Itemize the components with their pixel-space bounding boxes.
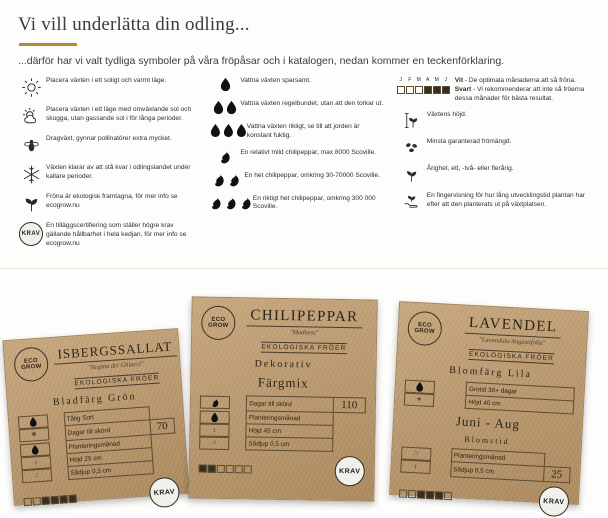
packet-latin-name: "Regina dei Ghiacci" [87, 360, 144, 372]
month-black-label: Svart [454, 85, 472, 93]
month-cell [235, 465, 243, 473]
legend-text: Placera växten i ett soligt och varmt läge. [46, 77, 167, 84]
seed-packets-group [0, 272, 608, 506]
legend-item-organic [16, 192, 198, 214]
month-cell [442, 86, 450, 94]
packet-name-block [241, 306, 368, 355]
legend-text: Placera växten i ett läge med omväxlande sol och skugga, utan gassande sol i för långa perioder. [46, 106, 192, 122]
legend-text: En fingervisning för hur lång utvecklingstid plantan har efter att den planterats ut på växtplatsen. [426, 192, 586, 209]
month-white-text: - De optimala månaderna att så fröna. [464, 77, 576, 84]
seed-packet-chilipeppar[interactable] [188, 296, 377, 501]
legend-section [0, 67, 608, 255]
month-cell [417, 490, 425, 498]
ecogrow-line2: GROW [207, 322, 229, 330]
ecogrow-line1: ECO [211, 316, 226, 323]
packet-info-table [199, 395, 366, 453]
packet-bottom [199, 454, 365, 487]
krav-badge-icon: KRAV [334, 456, 365, 487]
krav-badge-label: KRAV [19, 222, 43, 246]
table-cell-label: Höjd 40 cm [465, 395, 573, 414]
month-cell [23, 498, 32, 507]
title-underline-rule [19, 43, 77, 46]
legend-text: Fröna är ekologisk framtagna, för mer info se ecogrow.nu [46, 193, 178, 209]
legend-text: Vattna växten rikligt, se till att jorden är konstant fuktig. [246, 123, 360, 139]
packet-name: CHILIPEPPAR [246, 307, 362, 328]
ruler-height-icon: ↕ [21, 455, 52, 470]
sun-partial-cloud-icon [16, 105, 46, 127]
legend-text: En riktigt het chilipeppar, omkring 300 000 Scoville. [252, 194, 376, 211]
hand-plant-icon [397, 191, 427, 211]
legend-text-months [455, 76, 596, 103]
sun-icon: ☀ [404, 392, 435, 407]
legend-text: Dragväxt, gynnar pollinatörer extra mycket. [46, 135, 172, 142]
table-cell-label: Dagar till skörd [65, 420, 151, 441]
packet-organic-line: EKOLOGISKA FRÖER [74, 374, 160, 388]
seed-packet-lavendel[interactable] [389, 301, 589, 505]
month-cell [399, 489, 407, 497]
packet-organic-line: EKOLOGISKA FRÖER [261, 343, 347, 353]
seed-packet-isbergssallat[interactable] [2, 328, 189, 506]
legend-item-water-low [210, 76, 384, 92]
month-cell [59, 495, 68, 504]
ecogrow-logo-icon [13, 346, 49, 382]
packet-month-cells [399, 489, 452, 500]
legend-item-seed-count [397, 137, 596, 157]
packet-headline-word: Blomfärg Lila [448, 364, 533, 381]
table-cell-value: 70 [150, 418, 175, 435]
sprout-pair-icon [397, 164, 427, 184]
packet-latin-name: "Lavandula Angustifolia" [478, 336, 546, 347]
month-cell [199, 465, 207, 473]
month-letter: A [426, 77, 430, 83]
table-cell-label: Planteringsmånad [66, 435, 152, 454]
packet-headline-word-3: Blomstid [464, 434, 510, 447]
ruler-height-icon [397, 110, 427, 130]
month-cell [244, 465, 252, 473]
table-cell-label: Höjd 25 cm [67, 448, 153, 467]
table-cell-value: 110 [333, 397, 366, 413]
month-cell [426, 491, 434, 499]
packet-latin-name: "Madness" [289, 329, 319, 337]
table-cell-label: Sådjup 0,5 cm [67, 461, 153, 480]
month-grid-icon [397, 76, 455, 94]
month-letters [397, 77, 455, 85]
seeds-icon: ⁙ [22, 468, 53, 483]
packet-month-cells [199, 465, 252, 474]
ecogrow-line1: ECO [23, 357, 39, 365]
packet-info-table-2 [400, 445, 571, 483]
month-cell [208, 465, 216, 473]
ecogrow-line1: ECO [417, 321, 433, 329]
table-cell-label: Dagar till skörd [246, 396, 333, 413]
legend-item-sun [16, 76, 198, 98]
month-white-label: Vit [454, 77, 464, 84]
ruler-height-icon: ↕ [400, 459, 431, 474]
chili-x2-icon [210, 171, 244, 187]
ecogrow-logo-icon [201, 306, 236, 341]
legend-item-chili-hot [210, 171, 384, 187]
month-letter: J [399, 77, 402, 83]
month-cell [217, 465, 225, 473]
table-cell-label: Planteringsmånad [246, 411, 333, 426]
packet-top [201, 306, 368, 356]
snowflake-icon [16, 163, 46, 185]
month-letter: F [408, 77, 412, 83]
legend-column-1 [16, 76, 198, 255]
ecogrow-line2: GROW [414, 328, 436, 336]
month-cell [408, 490, 416, 498]
bee-flower-icon [16, 134, 46, 156]
ecogrow-logo-icon [407, 311, 443, 347]
packet-headline-word-2: Juni - Aug [455, 413, 521, 432]
table-cell-value: 25 [543, 466, 570, 482]
month-cell [433, 86, 441, 94]
legend-text: Växtens höjd. [426, 111, 467, 119]
legend-item-pollinator [16, 134, 198, 156]
packet-info-table [404, 379, 575, 415]
water-drop-x1-icon [210, 76, 240, 92]
krav-badge-icon: KRAV [538, 486, 570, 518]
seeds-icon [397, 137, 427, 157]
chili-x1-icon [210, 148, 240, 164]
packet-top [13, 338, 172, 395]
month-cell [32, 497, 41, 506]
month-cell [226, 465, 234, 473]
legend-text: Vattna växten sparsamt. [240, 77, 311, 84]
packet-name-block [446, 313, 578, 367]
legend-text: Växten klarar av att stå kvar i odlingslandet under kallare perioder. [46, 164, 191, 180]
legend-item-water-high [210, 122, 384, 141]
page-subtitle: ...därför har vi valt tydliga symboler på våra fröpåsar och i katalogen, nedan kommer en teckenförklaring. [18, 55, 505, 67]
drop-icon [200, 410, 230, 424]
table-cell-label: Höjd 45 cm [246, 424, 333, 439]
seeds-icon: ⁙ [401, 446, 432, 461]
packet-name: ISBERGSSALLAT [53, 338, 177, 365]
krav-badge-icon [16, 221, 46, 246]
packet-organic-line: EKOLOGISKA FRÖER [468, 350, 555, 363]
page-header [0, 0, 608, 67]
krav-badge-icon: KRAV [148, 476, 180, 508]
month-cell [406, 86, 414, 94]
month-cell [424, 86, 432, 94]
water-drop-x2-icon [210, 99, 240, 115]
packet-top [406, 311, 578, 367]
legend-item-partial-sun [16, 105, 198, 127]
chili-icon [200, 395, 230, 409]
sun-icon [16, 76, 46, 98]
snowflake-icon: ❄ [19, 427, 50, 442]
water-drop-x3-icon [210, 122, 246, 138]
seeds-icon: ⁙ [199, 436, 229, 450]
legend-text: En relativt mild chilipeppar, max 8000 Scoville. [240, 148, 376, 156]
month-letter: J [444, 77, 447, 83]
packet-name: LAVENDEL [464, 315, 561, 339]
table-row [199, 436, 365, 452]
legend-item-sowing-months [397, 76, 596, 103]
legend-item-height [397, 110, 596, 130]
legend-text: Vattna växten regelbundet, utan att den torkar ut. [240, 100, 384, 107]
legend-text: En het chilipeppar, omkring 30-70000 Scoville. [244, 171, 380, 179]
month-cell [415, 86, 423, 94]
legend-text: En tilläggscertifiering som ställer högre krav gällande hållbarhet i hela kedjan, för mer info se ecogrow.nu [46, 222, 187, 247]
packet-info-table [18, 405, 178, 484]
packet-bottom [398, 478, 569, 517]
packet-bottom [23, 476, 181, 517]
legend-item-annual-perennial [397, 164, 596, 184]
month-cell [397, 86, 405, 94]
legend-item-development-time [397, 191, 596, 211]
month-black-text: - Vi rekommenderar att inte så fröerna dessa månader för bästa resultat. [454, 85, 585, 102]
legend-item-frost-hardy [16, 163, 198, 185]
month-cells [397, 86, 455, 94]
legend-item-chili-mild [210, 148, 384, 164]
section-divider [0, 268, 608, 269]
legend-text: Årighet, ett, -två- eller flerårig. [426, 165, 514, 173]
legend-text: Minsta garanterad frömängd. [426, 138, 512, 146]
leaf-sprout-icon [16, 192, 46, 214]
ecogrow-line2: GROW [20, 363, 42, 372]
page-title: Vi vill underlätta din odling... [18, 14, 250, 35]
packet-headline-word: Dekorativ [254, 358, 313, 371]
legend-item-water-medium [210, 99, 384, 115]
table-cell-label: Planteringsmånad [451, 449, 545, 467]
legend-column-2 [210, 76, 384, 255]
month-letter: M [416, 77, 421, 83]
month-cell [435, 491, 443, 499]
packet-month-cells [23, 495, 76, 507]
month-letter: M [434, 77, 439, 83]
month-cell [41, 496, 50, 505]
chili-x3-icon [210, 194, 252, 210]
ruler-height-icon: ↕ [199, 423, 229, 437]
month-cell [444, 492, 452, 500]
table-cell-label: Tålig Sort [64, 407, 150, 426]
table-cell-label: Sådjup 0,5 cm [450, 462, 544, 482]
month-cell [50, 496, 59, 505]
packet-headline-word-2: Färgmix [257, 374, 309, 391]
month-cell [68, 495, 77, 504]
packet-name-block [53, 337, 179, 391]
table-cell-label: Grotid 30+ dagar [466, 382, 574, 401]
legend-column-3 [397, 76, 596, 255]
legend-item-krav [16, 221, 198, 248]
table-cell-label: Sådjup 0,5 cm [246, 437, 333, 452]
packet-headline-word: Bladfärg Grön [52, 391, 137, 408]
legend-item-chili-very-hot [210, 194, 384, 213]
